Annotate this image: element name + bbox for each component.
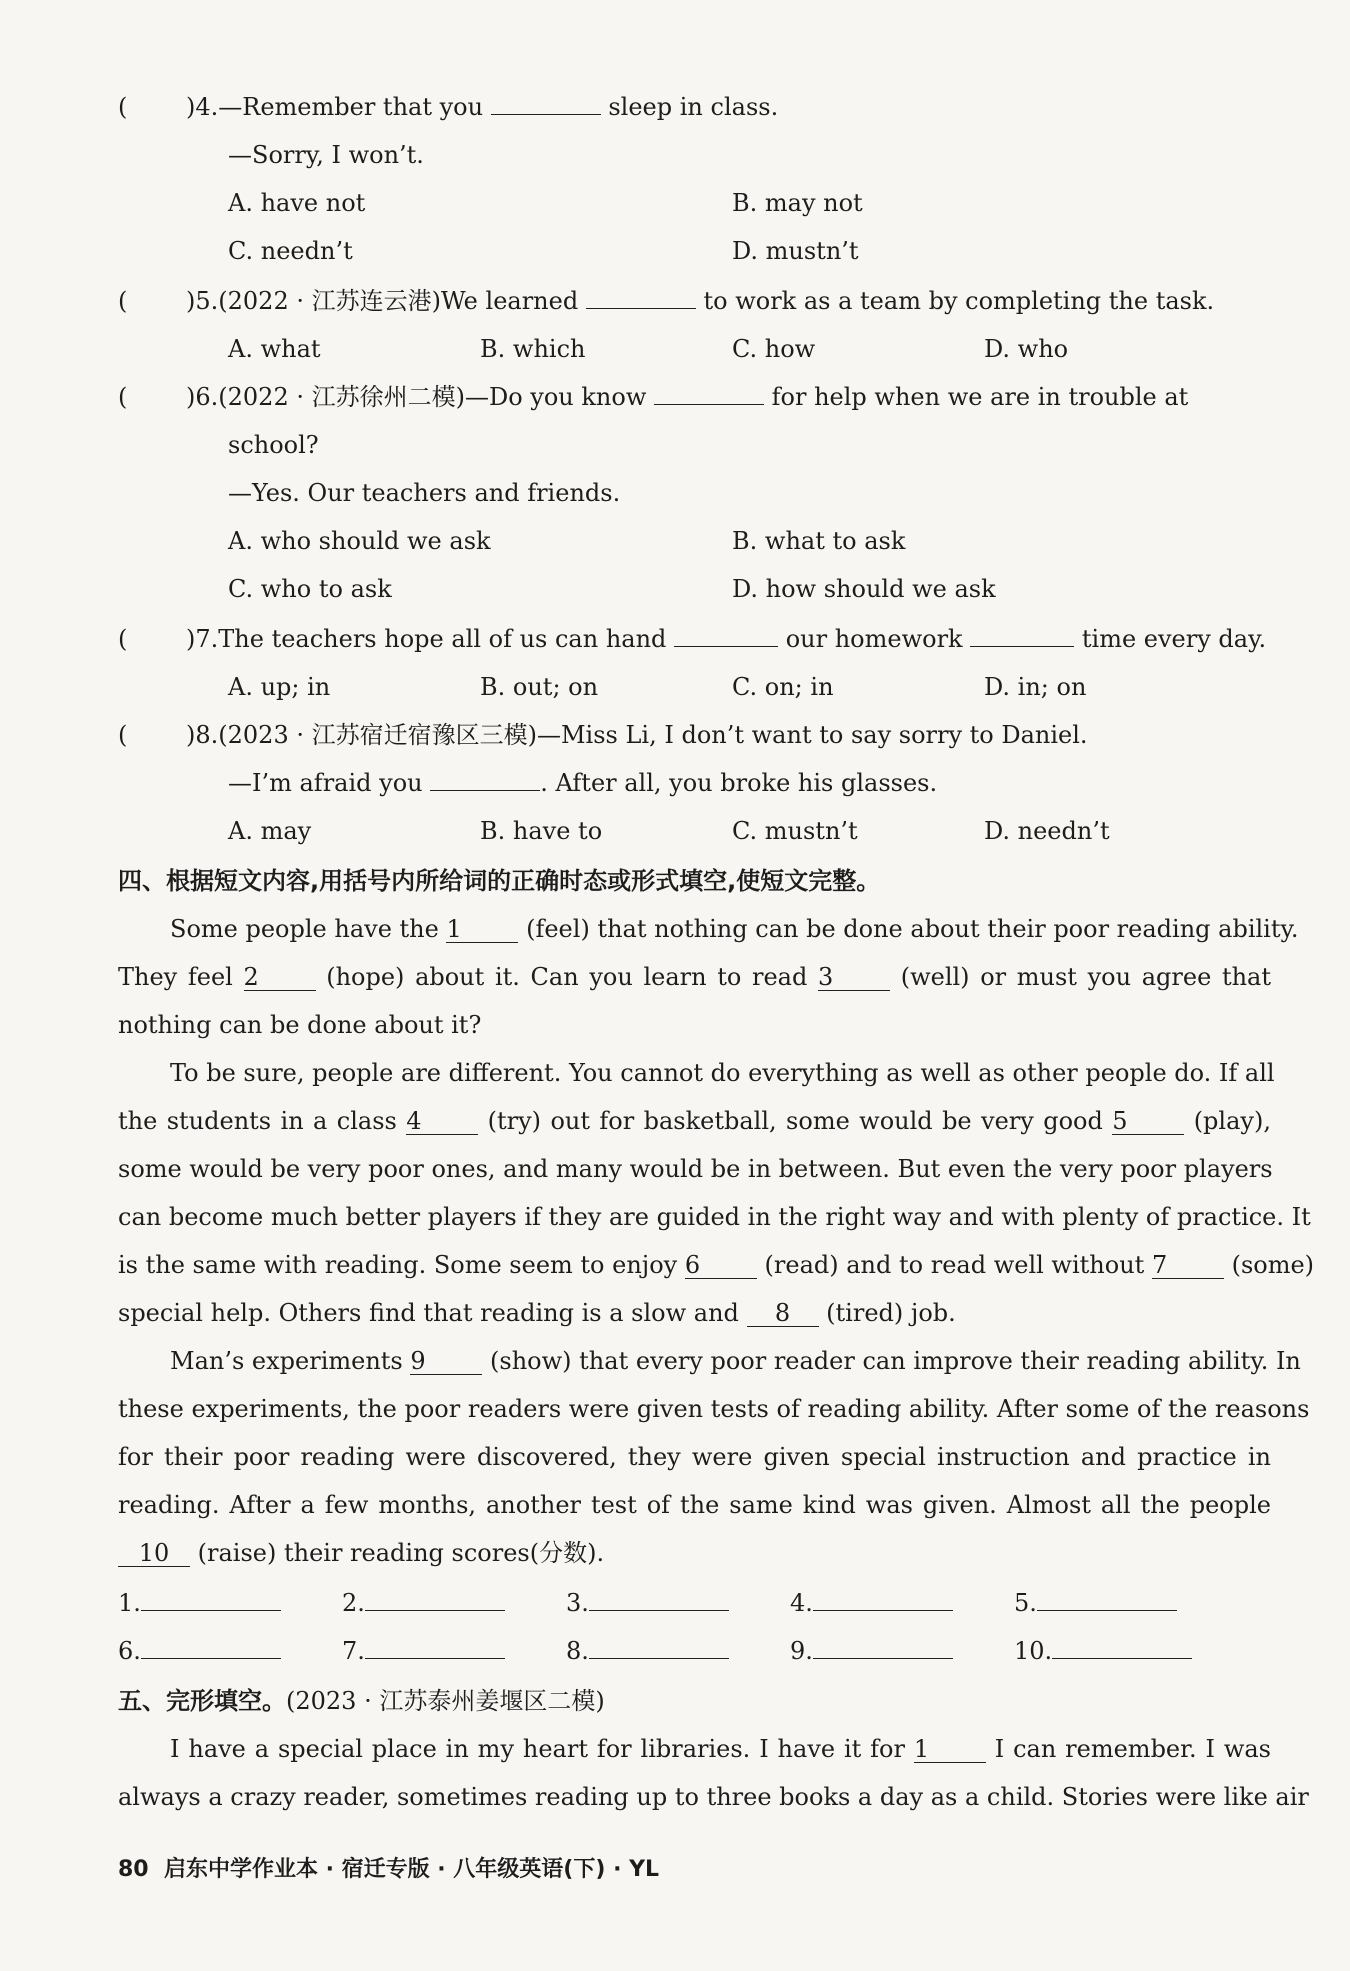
question-continuation: school? [228, 431, 319, 459]
answer-line-8[interactable]: 8. [566, 1634, 729, 1668]
passage-line: reading. After a few months, another test of the same kind was given. Almost all the people [118, 1491, 1271, 1519]
passage-blank: 1 [914, 1736, 986, 1763]
passage-blank: 5 [1112, 1108, 1184, 1135]
option-d: D. who [984, 335, 1069, 363]
option-b: B. have to [480, 817, 603, 845]
answer-blank [586, 284, 696, 309]
answer-blank [674, 622, 778, 647]
reply: —Yes. Our teachers and friends. [228, 479, 621, 507]
answer-paren: ( [118, 625, 128, 653]
passage-blank: 4 [406, 1108, 478, 1135]
option-a: A. have not [228, 189, 366, 217]
option-c: C. mustn’t [732, 817, 858, 845]
passage-line: nothing can be done about it? [118, 1011, 482, 1039]
answer-blank [430, 766, 540, 791]
passage-blank: 7 [1152, 1252, 1224, 1279]
answer-line-5[interactable]: 5. [1014, 1586, 1177, 1620]
passage-line: can become much better players if they are guided in the right way and with plenty of practice. It [118, 1203, 1311, 1231]
question-stem: )5.(2022 · 江苏连云港)We learned to work as a team by completing the task. [186, 284, 1214, 318]
option-c: C. on; in [732, 673, 834, 701]
answer-line-9[interactable]: 9. [790, 1634, 953, 1668]
option-b: B. what to ask [732, 527, 906, 555]
answer-line-3[interactable]: 3. [566, 1586, 729, 1620]
question-stem: )6.(2022 · 江苏徐州二模)—Do you know for help when we are in trouble at [186, 380, 1188, 414]
option-a: A. who should we ask [228, 527, 491, 555]
answer-paren: ( [118, 93, 128, 121]
book-title: 启东中学作业本 · 宿迁专版 · 八年级英语(下) · YL [163, 1857, 660, 1882]
option-c: C. needn’t [228, 237, 353, 265]
passage-line: is the same with reading. Some seem to enjoy 6 (read) and to read well without 7 (some) [118, 1251, 1315, 1279]
answer-paren: ( [118, 287, 128, 315]
page-number: 80 [118, 1857, 149, 1882]
passage-line: for their poor reading were discovered, they were given special instruction and practice in [118, 1443, 1271, 1471]
passage-blank: 6 [685, 1252, 757, 1279]
option-b: B. out; on [480, 673, 599, 701]
answer-line-1[interactable]: 1. [118, 1586, 281, 1620]
passage-line: Man’s experiments 9 (show) that every poor reader can improve their reading ability. In [170, 1347, 1301, 1375]
answer-paren: ( [118, 383, 128, 411]
answer-line-6[interactable]: 6. [118, 1634, 281, 1668]
passage-line: these experiments, the poor readers were given tests of reading ability. After some of the reasons [118, 1395, 1310, 1423]
passage-blank: 8 [747, 1300, 819, 1327]
answer-line-7[interactable]: 7. [342, 1634, 505, 1668]
passage-blank: 1 [446, 916, 518, 943]
answer-line-10[interactable]: 10. [1014, 1634, 1192, 1668]
option-d: D. in; on [984, 673, 1087, 701]
option-d: D. needn’t [984, 817, 1110, 845]
answer-blank [491, 90, 601, 115]
passage-line: always a crazy reader, sometimes reading up to three books a day as a child. Stories were like air [118, 1783, 1309, 1811]
question-stem: )8.(2023 · 江苏宿迁宿豫区三模)—Miss Li, I don’t want to say sorry to Daniel. [186, 721, 1088, 749]
passage-line: They feel 2 (hope) about it. Can you learn to read 3 (well) or must you agree that [118, 963, 1271, 991]
answer-line-4[interactable]: 4. [790, 1586, 953, 1620]
reply: —Sorry, I won’t. [228, 141, 424, 169]
passage-line: special help. Others find that reading is a slow and 8 (tired) job. [118, 1299, 956, 1327]
passage-line: I have a special place in my heart for libraries. I have it for 1 I can remember. I was [170, 1735, 1272, 1763]
option-b: B. which [480, 335, 586, 363]
passage-blank: 9 [410, 1348, 482, 1375]
answer-blank [654, 380, 764, 405]
option-d: D. how should we ask [732, 575, 996, 603]
section-5-heading: 五、完形填空。(2023 · 江苏泰州姜堰区二模) [118, 1687, 605, 1715]
passage-blank: 2 [244, 964, 316, 991]
passage-line: the students in a class 4 (try) out for basketball, some would be very good 5 (play), [118, 1107, 1271, 1135]
reply: —I’m afraid you . After all, you broke his glasses. [228, 766, 937, 800]
option-c: C. how [732, 335, 816, 363]
option-a: A. may [228, 817, 312, 845]
question-stem: )7.The teachers hope all of us can hand our homework time every day. [186, 622, 1266, 656]
answer-blank [970, 622, 1074, 647]
option-c: C. who to ask [228, 575, 392, 603]
option-d: D. mustn’t [732, 237, 859, 265]
passage-line: Some people have the 1 (feel) that nothing can be done about their poor reading ability. [170, 915, 1299, 943]
passage-line: To be sure, people are different. You cannot do everything as well as other people do. If all [170, 1059, 1275, 1087]
passage-blank: 3 [818, 964, 890, 991]
passage-line: 10 (raise) their reading scores(分数). [118, 1536, 604, 1570]
answer-line-2[interactable]: 2. [342, 1586, 505, 1620]
answer-paren: ( [118, 721, 128, 749]
question-stem: )4.—Remember that you sleep in class. [186, 90, 778, 124]
option-a: A. up; in [228, 673, 331, 701]
option-a: A. what [228, 335, 321, 363]
passage-line: some would be very poor ones, and many would be in between. But even the very poor players [118, 1155, 1273, 1183]
page-footer [118, 1852, 659, 1883]
section-4-heading: 四、根据短文内容,用括号内所给词的正确时态或形式填空,使短文完整。 [118, 867, 881, 895]
passage-blank: 10 [118, 1540, 190, 1567]
option-b: B. may not [732, 189, 863, 217]
